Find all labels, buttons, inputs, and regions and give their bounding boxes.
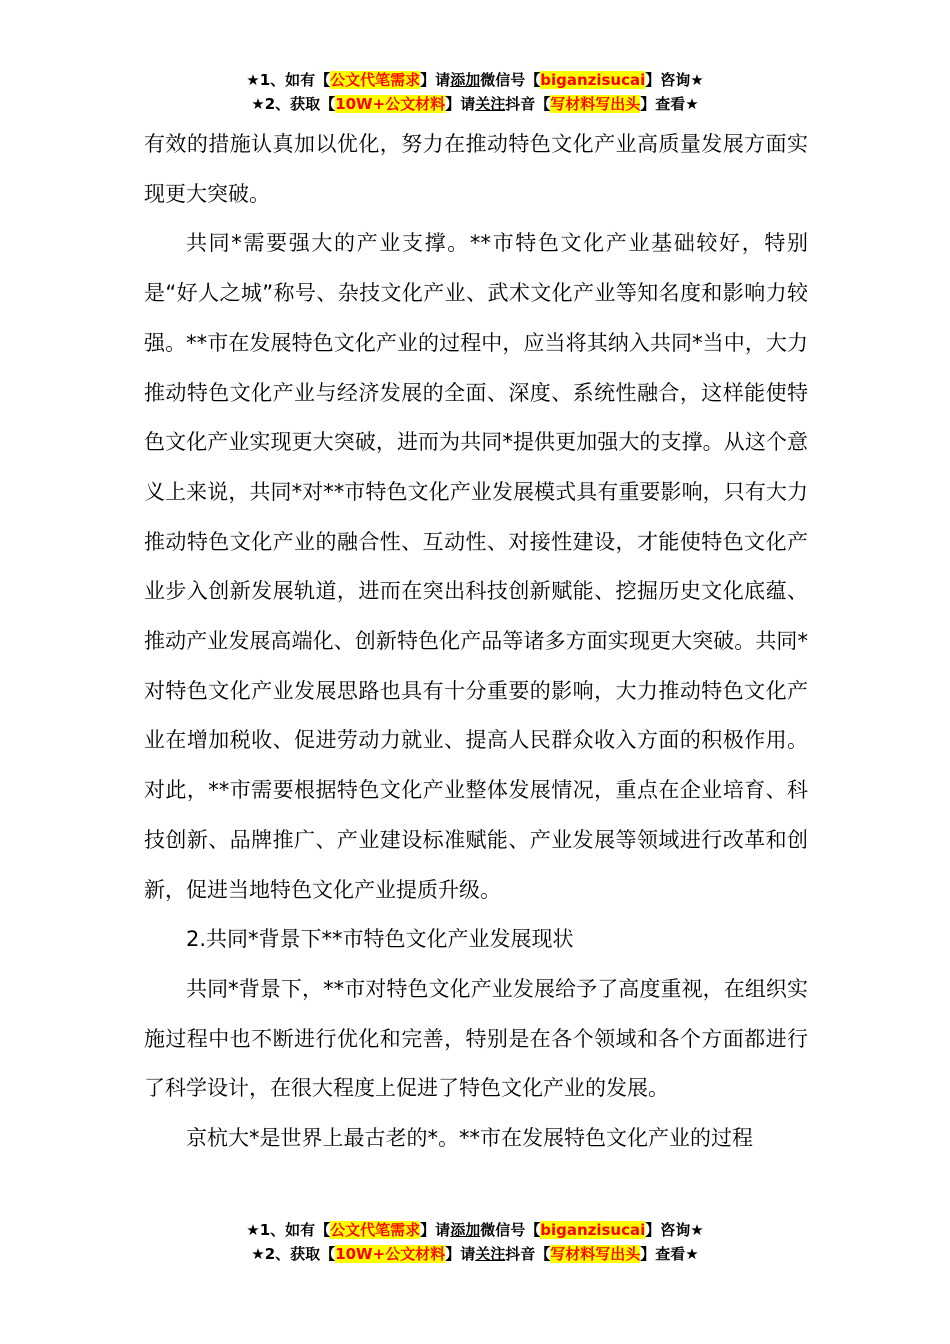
bottom-banner (0, 1218, 950, 1266)
banner-highlight: 公文代笔需求 (330, 71, 421, 89)
banner-text: 微信号【 (480, 1221, 541, 1239)
banner-text: ★2、获取【 (251, 95, 336, 113)
banner-highlight: 公文代笔需求 (330, 1221, 421, 1239)
banner-text: 】查看★ (640, 95, 699, 113)
banner-highlight: 10W+公文材料 (335, 1245, 446, 1263)
banner-highlight: 写材料写出头 (550, 95, 641, 113)
banner-text: 】请 (420, 71, 451, 89)
banner-text: 微信号【 (480, 71, 541, 89)
top-banner (0, 68, 950, 116)
banner-underlined-text: 添加 (450, 1221, 481, 1239)
banner-text: ★2、获取【 (251, 1245, 336, 1263)
document-body (144, 120, 808, 1164)
banner-highlight: biganzisucai (540, 71, 646, 89)
banner-line-1 (0, 68, 950, 92)
banner-text: 抖音【 (505, 1245, 551, 1263)
banner-text: 】查看★ (640, 1245, 699, 1263)
paragraph: 京杭大*是世界上最古老的*。**市在发展特色文化产业的过程 (186, 1126, 753, 1151)
banner-text: 抖音【 (505, 95, 551, 113)
banner-text: 】咨询★ (645, 1221, 704, 1239)
banner-text: 】请 (445, 95, 476, 113)
banner-text: ★1、如有【 (246, 71, 331, 89)
banner-underlined-text: 关注 (475, 1245, 506, 1263)
section-heading: 2.共同*背景下**市特色文化产业发展现状 (186, 927, 574, 952)
banner-line-2 (0, 92, 950, 116)
paragraph: 共同*背景下，**市对特色文化产业发展给予了高度重视，在组织实施过程中也不断进行优化和完善，特别是在各个领域和各个方面都进行了科学设计，在很大程度上促进了特色文化产业的发展。 (144, 976, 808, 1101)
banner-highlight: biganzisucai (540, 1221, 646, 1239)
paragraph: 有效的措施认真加以优化，努力在推动特色文化产业高质量发展方面实现更大突破。 (144, 132, 808, 206)
banner-highlight: 写材料写出头 (550, 1245, 641, 1263)
banner-text: ★1、如有【 (246, 1221, 331, 1239)
banner-line-2 (0, 1242, 950, 1266)
banner-underlined-text: 关注 (475, 95, 506, 113)
banner-underlined-text: 添加 (450, 71, 481, 89)
banner-text: 】咨询★ (645, 71, 704, 89)
banner-line-1 (0, 1218, 950, 1242)
paragraph: 共同*需要强大的产业支撑。**市特色文化产业基础较好，特别是“好人之城”称号、杂技文化产业、武术文化产业等知名度和影响力较强。**市在发展特色文化产业的过程中，应当将其纳入共同*当中，大力推动特色文化产业与经济发展的全面、深度、系统性融合，这样能使特色文化产业实现更大突破，进而为共同*提供更加强大的支撑。从这个意义上来说，共同*对**市特色文化产业发展模式具有重要影响，只有大力推动特色文化产业的融合性、互动性、对接性建设，才能使特色文化产业步入创新发展轨道，进而在突出科技创新赋能、挖掘历史文化底蕴、推动产业发展高端化、创新特色化产品等诸多方面实现更大突破。共同*对特色文化产业发展思路也具有十分重要的影响，大力推动特色文化产业在增加税收、促进劳动力就业、提高人民群众收入方面的积极作用。对此，**市需要根据特色文化产业整体发展情况，重点在企业培育、科技创新、品牌推广、产业建设标准赋能、产业发展等领域进行改革和创新，促进当地特色文化产业提质升级。 (144, 231, 808, 902)
banner-text: 】请 (420, 1221, 451, 1239)
banner-text: 】请 (445, 1245, 476, 1263)
banner-highlight: 10W+公文材料 (335, 95, 446, 113)
